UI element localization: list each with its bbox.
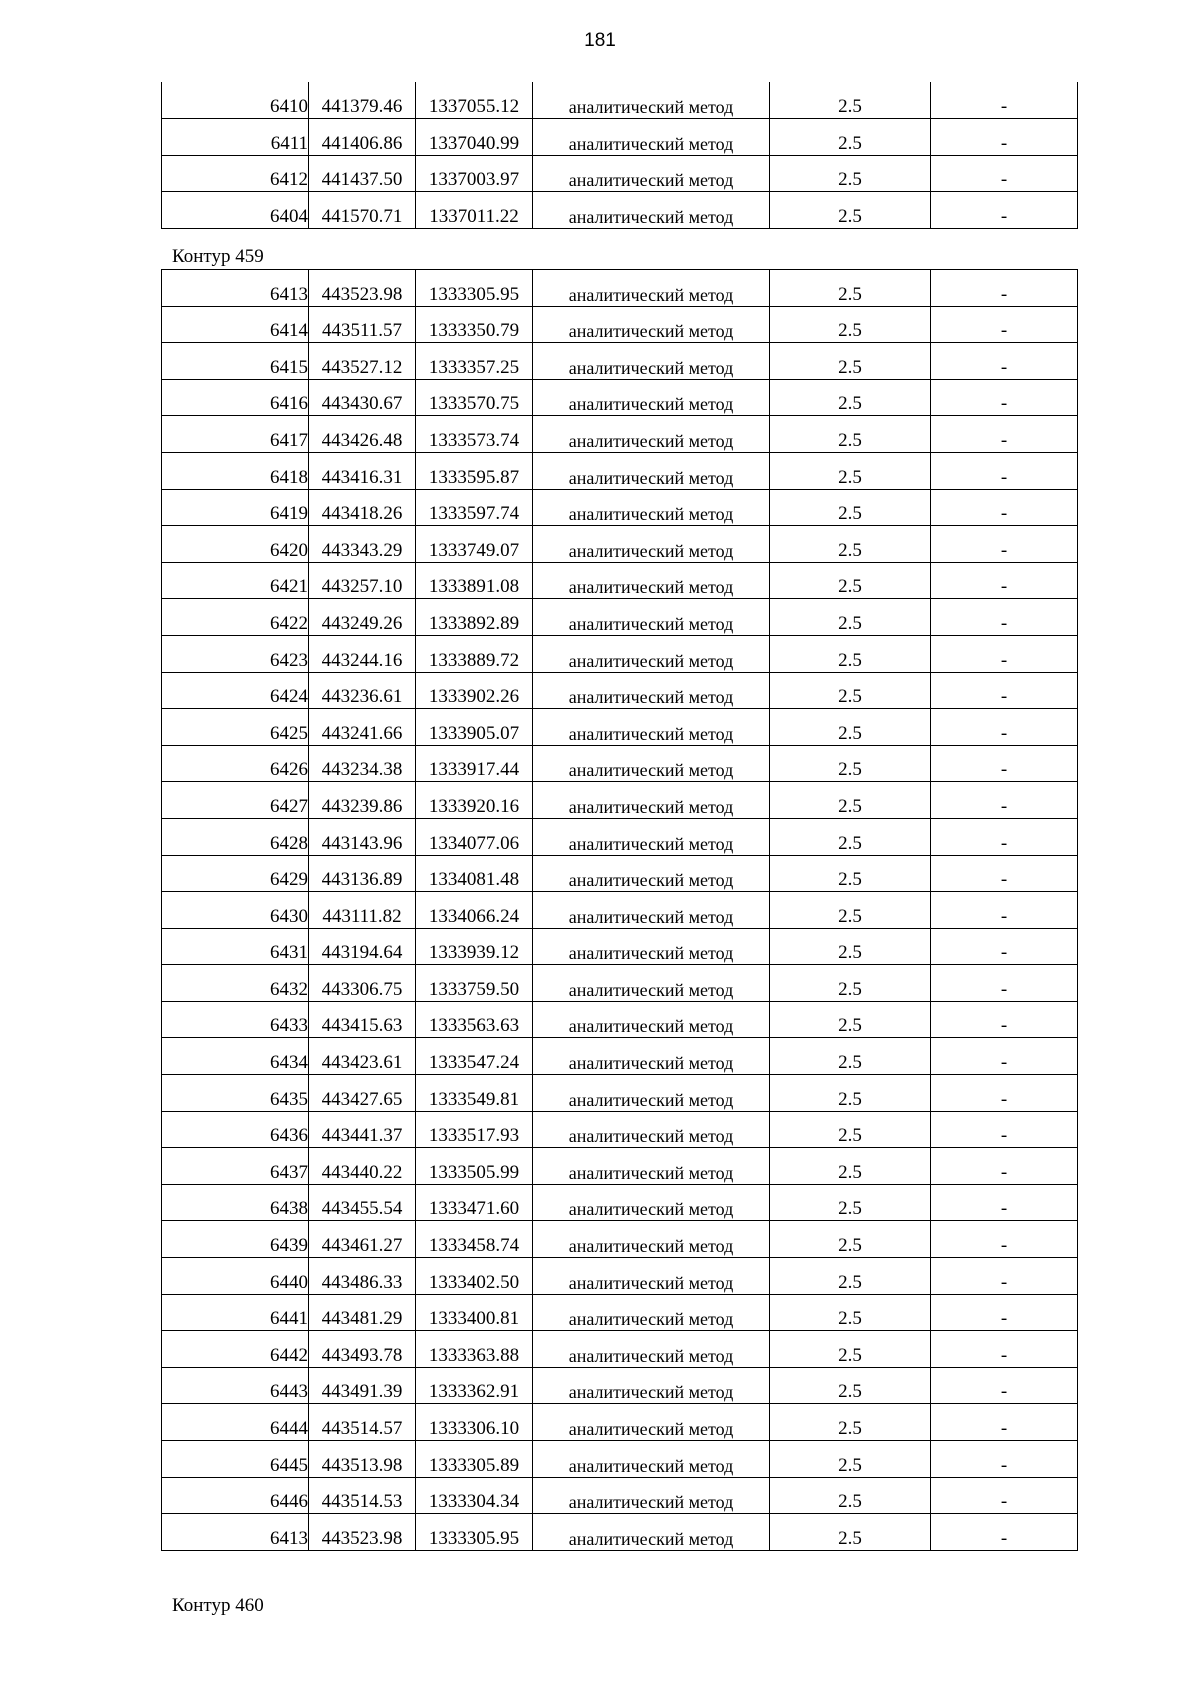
accuracy-cell: 2.5 <box>770 965 931 1002</box>
point-number-cell: 6422 <box>162 599 309 636</box>
description-cell: - <box>931 1148 1078 1185</box>
y-coordinate-cell: 1333563.63 <box>416 1001 533 1038</box>
method-cell: аналитический метод <box>533 1148 770 1185</box>
method-cell: аналитический метод <box>533 489 770 526</box>
y-coordinate-cell: 1333305.89 <box>416 1441 533 1478</box>
x-coordinate-cell: 443527.12 <box>309 343 416 380</box>
table-row <box>162 1331 1078 1368</box>
point-number-cell: 6415 <box>162 343 309 380</box>
description-cell: - <box>931 306 1078 343</box>
method-cell: аналитический метод <box>533 343 770 380</box>
x-coordinate-cell: 441570.71 <box>309 192 416 229</box>
contour-label-460: Контур 460 <box>172 1595 264 1616</box>
x-coordinate-cell: 443143.96 <box>309 818 416 855</box>
point-number-cell: 6439 <box>162 1221 309 1258</box>
accuracy-cell: 2.5 <box>770 452 931 489</box>
point-number-cell: 6413 <box>162 1514 309 1551</box>
description-cell: - <box>931 1514 1078 1551</box>
method-cell: аналитический метод <box>533 892 770 929</box>
point-number-cell: 6435 <box>162 1075 309 1112</box>
accuracy-cell: 2.5 <box>770 1001 931 1038</box>
accuracy-cell: 2.5 <box>770 892 931 929</box>
description-cell: - <box>931 635 1078 672</box>
table-row <box>162 892 1078 929</box>
method-cell: аналитический метод <box>533 526 770 563</box>
point-number-cell: 6413 <box>162 270 309 307</box>
y-coordinate-cell: 1333597.74 <box>416 489 533 526</box>
method-cell: аналитический метод <box>533 1111 770 1148</box>
table-row <box>162 1001 1078 1038</box>
table-row <box>162 782 1078 819</box>
description-cell: - <box>931 1294 1078 1331</box>
point-number-cell: 6427 <box>162 782 309 819</box>
point-number-cell: 6428 <box>162 818 309 855</box>
y-coordinate-cell: 1333570.75 <box>416 379 533 416</box>
x-coordinate-cell: 443486.33 <box>309 1258 416 1295</box>
y-coordinate-cell: 1333458.74 <box>416 1221 533 1258</box>
table-row <box>162 928 1078 965</box>
x-coordinate-cell: 443416.31 <box>309 452 416 489</box>
accuracy-cell: 2.5 <box>770 1221 931 1258</box>
accuracy-cell: 2.5 <box>770 1148 931 1185</box>
y-coordinate-cell: 1333357.25 <box>416 343 533 380</box>
table-row <box>162 1441 1078 1478</box>
y-coordinate-cell: 1337055.12 <box>416 82 533 119</box>
accuracy-cell: 2.5 <box>770 745 931 782</box>
accuracy-cell: 2.5 <box>770 270 931 307</box>
x-coordinate-cell: 443194.64 <box>309 928 416 965</box>
description-cell: - <box>931 965 1078 1002</box>
description-cell: - <box>931 526 1078 563</box>
point-number-cell: 6442 <box>162 1331 309 1368</box>
method-cell: аналитический метод <box>533 1038 770 1075</box>
method-cell: аналитический метод <box>533 1404 770 1441</box>
table-row <box>162 562 1078 599</box>
description-cell: - <box>931 1404 1078 1441</box>
table-row <box>162 416 1078 453</box>
table-row <box>162 1148 1078 1185</box>
table-row <box>162 599 1078 636</box>
accuracy-cell: 2.5 <box>770 855 931 892</box>
method-cell: аналитический метод <box>533 1514 770 1551</box>
description-cell: - <box>931 1184 1078 1221</box>
x-coordinate-cell: 443427.65 <box>309 1075 416 1112</box>
table-row <box>162 709 1078 746</box>
description-cell: - <box>931 1258 1078 1295</box>
table-row <box>162 1404 1078 1441</box>
method-cell: аналитический метод <box>533 1184 770 1221</box>
y-coordinate-cell: 1333400.81 <box>416 1294 533 1331</box>
table-row <box>162 1514 1078 1551</box>
method-cell: аналитический метод <box>533 270 770 307</box>
description-cell: - <box>931 782 1078 819</box>
x-coordinate-cell: 443239.86 <box>309 782 416 819</box>
table-row <box>162 965 1078 1002</box>
method-cell: аналитический метод <box>533 1294 770 1331</box>
method-cell: аналитический метод <box>533 599 770 636</box>
description-cell: - <box>931 270 1078 307</box>
method-cell: аналитический метод <box>533 379 770 416</box>
point-number-cell: 6444 <box>162 1404 309 1441</box>
x-coordinate-cell: 443111.82 <box>309 892 416 929</box>
x-coordinate-cell: 443441.37 <box>309 1111 416 1148</box>
table-row <box>162 1258 1078 1295</box>
table-row <box>162 526 1078 563</box>
y-coordinate-cell: 1333549.81 <box>416 1075 533 1112</box>
method-cell: аналитический метод <box>533 855 770 892</box>
y-coordinate-cell: 1333363.88 <box>416 1331 533 1368</box>
method-cell: аналитический метод <box>533 1075 770 1112</box>
method-cell: аналитический метод <box>533 306 770 343</box>
y-coordinate-cell: 1333902.26 <box>416 672 533 709</box>
accuracy-cell: 2.5 <box>770 1111 931 1148</box>
accuracy-cell: 2.5 <box>770 1258 931 1295</box>
y-coordinate-cell: 1333350.79 <box>416 306 533 343</box>
y-coordinate-cell: 1333402.50 <box>416 1258 533 1295</box>
y-coordinate-cell: 1333306.10 <box>416 1404 533 1441</box>
method-cell: аналитический метод <box>533 928 770 965</box>
coordinates-table-previous-contour <box>161 82 1078 229</box>
x-coordinate-cell: 443523.98 <box>309 1514 416 1551</box>
description-cell: - <box>931 818 1078 855</box>
y-coordinate-cell: 1333891.08 <box>416 562 533 599</box>
point-number-cell: 6410 <box>162 82 309 119</box>
table-row <box>162 635 1078 672</box>
x-coordinate-cell: 443461.27 <box>309 1221 416 1258</box>
x-coordinate-cell: 443244.16 <box>309 635 416 672</box>
description-cell: - <box>931 1111 1078 1148</box>
x-coordinate-cell: 443523.98 <box>309 270 416 307</box>
accuracy-cell: 2.5 <box>770 1331 931 1368</box>
y-coordinate-cell: 1333362.91 <box>416 1367 533 1404</box>
x-coordinate-cell: 443418.26 <box>309 489 416 526</box>
description-cell: - <box>931 452 1078 489</box>
accuracy-cell: 2.5 <box>770 379 931 416</box>
point-number-cell: 6421 <box>162 562 309 599</box>
table-row <box>162 343 1078 380</box>
table-row <box>162 379 1078 416</box>
accuracy-cell: 2.5 <box>770 672 931 709</box>
method-cell: аналитический метод <box>533 782 770 819</box>
description-cell: - <box>931 1001 1078 1038</box>
x-coordinate-cell: 443343.29 <box>309 526 416 563</box>
method-cell: аналитический метод <box>533 818 770 855</box>
x-coordinate-cell: 443241.66 <box>309 709 416 746</box>
table-row <box>162 1367 1078 1404</box>
description-cell: - <box>931 672 1078 709</box>
y-coordinate-cell: 1333917.44 <box>416 745 533 782</box>
method-cell: аналитический метод <box>533 562 770 599</box>
point-number-cell: 6414 <box>162 306 309 343</box>
y-coordinate-cell: 1333547.24 <box>416 1038 533 1075</box>
point-number-cell: 6420 <box>162 526 309 563</box>
y-coordinate-cell: 1333305.95 <box>416 270 533 307</box>
table-row <box>162 119 1078 156</box>
point-number-cell: 6423 <box>162 635 309 672</box>
point-number-cell: 6417 <box>162 416 309 453</box>
table-row <box>162 1294 1078 1331</box>
y-coordinate-cell: 1333920.16 <box>416 782 533 819</box>
accuracy-cell: 2.5 <box>770 1367 931 1404</box>
point-number-cell: 6445 <box>162 1441 309 1478</box>
description-cell: - <box>931 1441 1078 1478</box>
accuracy-cell: 2.5 <box>770 343 931 380</box>
coordinates-table-contour-459 <box>161 269 1078 1551</box>
point-number-cell: 6418 <box>162 452 309 489</box>
table-row <box>162 855 1078 892</box>
y-coordinate-cell: 1333749.07 <box>416 526 533 563</box>
description-cell: - <box>931 892 1078 929</box>
table-row <box>162 155 1078 192</box>
table-row <box>162 192 1078 229</box>
point-number-cell: 6446 <box>162 1477 309 1514</box>
description-cell: - <box>931 119 1078 156</box>
method-cell: аналитический метод <box>533 709 770 746</box>
description-cell: - <box>931 155 1078 192</box>
x-coordinate-cell: 443136.89 <box>309 855 416 892</box>
x-coordinate-cell: 443514.53 <box>309 1477 416 1514</box>
description-cell: - <box>931 343 1078 380</box>
point-number-cell: 6419 <box>162 489 309 526</box>
point-number-cell: 6424 <box>162 672 309 709</box>
description-cell: - <box>931 1075 1078 1112</box>
accuracy-cell: 2.5 <box>770 489 931 526</box>
y-coordinate-cell: 1334066.24 <box>416 892 533 929</box>
method-cell: аналитический метод <box>533 672 770 709</box>
method-cell: аналитический метод <box>533 1441 770 1478</box>
x-coordinate-cell: 441379.46 <box>309 82 416 119</box>
description-cell: - <box>931 599 1078 636</box>
y-coordinate-cell: 1334081.48 <box>416 855 533 892</box>
x-coordinate-cell: 443430.67 <box>309 379 416 416</box>
point-number-cell: 6436 <box>162 1111 309 1148</box>
point-number-cell: 6437 <box>162 1148 309 1185</box>
point-number-cell: 6411 <box>162 119 309 156</box>
accuracy-cell: 2.5 <box>770 1184 931 1221</box>
point-number-cell: 6441 <box>162 1294 309 1331</box>
description-cell: - <box>931 562 1078 599</box>
description-cell: - <box>931 928 1078 965</box>
x-coordinate-cell: 443513.98 <box>309 1441 416 1478</box>
page-number: 181 <box>584 30 616 51</box>
x-coordinate-cell: 443514.57 <box>309 1404 416 1441</box>
method-cell: аналитический метод <box>533 635 770 672</box>
y-coordinate-cell: 1333892.89 <box>416 599 533 636</box>
description-cell: - <box>931 709 1078 746</box>
contour-label-459: Контур 459 <box>172 246 264 267</box>
x-coordinate-cell: 443511.57 <box>309 306 416 343</box>
method-cell: аналитический метод <box>533 119 770 156</box>
accuracy-cell: 2.5 <box>770 1477 931 1514</box>
description-cell: - <box>931 416 1078 453</box>
description-cell: - <box>931 192 1078 229</box>
accuracy-cell: 2.5 <box>770 1514 931 1551</box>
point-number-cell: 6426 <box>162 745 309 782</box>
method-cell: аналитический метод <box>533 1221 770 1258</box>
method-cell: аналитический метод <box>533 1331 770 1368</box>
x-coordinate-cell: 443481.29 <box>309 1294 416 1331</box>
accuracy-cell: 2.5 <box>770 928 931 965</box>
method-cell: аналитический метод <box>533 1258 770 1295</box>
accuracy-cell: 2.5 <box>770 1441 931 1478</box>
x-coordinate-cell: 443415.63 <box>309 1001 416 1038</box>
y-coordinate-cell: 1337040.99 <box>416 119 533 156</box>
method-cell: аналитический метод <box>533 1001 770 1038</box>
point-number-cell: 6431 <box>162 928 309 965</box>
method-cell: аналитический метод <box>533 192 770 229</box>
accuracy-cell: 2.5 <box>770 635 931 672</box>
x-coordinate-cell: 443491.39 <box>309 1367 416 1404</box>
accuracy-cell: 2.5 <box>770 1294 931 1331</box>
method-cell: аналитический метод <box>533 1367 770 1404</box>
x-coordinate-cell: 443249.26 <box>309 599 416 636</box>
y-coordinate-cell: 1333759.50 <box>416 965 533 1002</box>
y-coordinate-cell: 1333517.93 <box>416 1111 533 1148</box>
table-row <box>162 1111 1078 1148</box>
method-cell: аналитический метод <box>533 155 770 192</box>
point-number-cell: 6438 <box>162 1184 309 1221</box>
accuracy-cell: 2.5 <box>770 709 931 746</box>
table-row <box>162 672 1078 709</box>
method-cell: аналитический метод <box>533 1477 770 1514</box>
x-coordinate-cell: 441437.50 <box>309 155 416 192</box>
description-cell: - <box>931 745 1078 782</box>
accuracy-cell: 2.5 <box>770 562 931 599</box>
accuracy-cell: 2.5 <box>770 1038 931 1075</box>
point-number-cell: 6412 <box>162 155 309 192</box>
table-row <box>162 745 1078 782</box>
table-row <box>162 1038 1078 1075</box>
table-row <box>162 489 1078 526</box>
y-coordinate-cell: 1333595.87 <box>416 452 533 489</box>
y-coordinate-cell: 1333471.60 <box>416 1184 533 1221</box>
x-coordinate-cell: 443236.61 <box>309 672 416 709</box>
point-number-cell: 6434 <box>162 1038 309 1075</box>
x-coordinate-cell: 443423.61 <box>309 1038 416 1075</box>
x-coordinate-cell: 443493.78 <box>309 1331 416 1368</box>
accuracy-cell: 2.5 <box>770 818 931 855</box>
y-coordinate-cell: 1334077.06 <box>416 818 533 855</box>
y-coordinate-cell: 1333939.12 <box>416 928 533 965</box>
y-coordinate-cell: 1333889.72 <box>416 635 533 672</box>
point-number-cell: 6443 <box>162 1367 309 1404</box>
x-coordinate-cell: 443426.48 <box>309 416 416 453</box>
table-row <box>162 82 1078 119</box>
description-cell: - <box>931 379 1078 416</box>
method-cell: аналитический метод <box>533 82 770 119</box>
y-coordinate-cell: 1333905.07 <box>416 709 533 746</box>
table-row <box>162 1221 1078 1258</box>
point-number-cell: 6432 <box>162 965 309 1002</box>
x-coordinate-cell: 443306.75 <box>309 965 416 1002</box>
table-row <box>162 1075 1078 1112</box>
description-cell: - <box>931 1221 1078 1258</box>
x-coordinate-cell: 443234.38 <box>309 745 416 782</box>
point-number-cell: 6433 <box>162 1001 309 1038</box>
table-row <box>162 1184 1078 1221</box>
point-number-cell: 6430 <box>162 892 309 929</box>
point-number-cell: 6440 <box>162 1258 309 1295</box>
y-coordinate-cell: 1333305.95 <box>416 1514 533 1551</box>
description-cell: - <box>931 82 1078 119</box>
accuracy-cell: 2.5 <box>770 599 931 636</box>
description-cell: - <box>931 1038 1078 1075</box>
accuracy-cell: 2.5 <box>770 119 931 156</box>
description-cell: - <box>931 1477 1078 1514</box>
point-number-cell: 6404 <box>162 192 309 229</box>
method-cell: аналитический метод <box>533 416 770 453</box>
description-cell: - <box>931 855 1078 892</box>
accuracy-cell: 2.5 <box>770 416 931 453</box>
accuracy-cell: 2.5 <box>770 1404 931 1441</box>
accuracy-cell: 2.5 <box>770 82 931 119</box>
point-number-cell: 6429 <box>162 855 309 892</box>
y-coordinate-cell: 1337003.97 <box>416 155 533 192</box>
accuracy-cell: 2.5 <box>770 192 931 229</box>
x-coordinate-cell: 443455.54 <box>309 1184 416 1221</box>
method-cell: аналитический метод <box>533 452 770 489</box>
point-number-cell: 6425 <box>162 709 309 746</box>
method-cell: аналитический метод <box>533 745 770 782</box>
table-row <box>162 306 1078 343</box>
x-coordinate-cell: 441406.86 <box>309 119 416 156</box>
y-coordinate-cell: 1333304.34 <box>416 1477 533 1514</box>
description-cell: - <box>931 489 1078 526</box>
point-number-cell: 6416 <box>162 379 309 416</box>
y-coordinate-cell: 1333573.74 <box>416 416 533 453</box>
accuracy-cell: 2.5 <box>770 306 931 343</box>
table-row <box>162 270 1078 307</box>
accuracy-cell: 2.5 <box>770 782 931 819</box>
method-cell: аналитический метод <box>533 965 770 1002</box>
y-coordinate-cell: 1337011.22 <box>416 192 533 229</box>
accuracy-cell: 2.5 <box>770 155 931 192</box>
table-row <box>162 452 1078 489</box>
table-row <box>162 1477 1078 1514</box>
y-coordinate-cell: 1333505.99 <box>416 1148 533 1185</box>
description-cell: - <box>931 1367 1078 1404</box>
description-cell: - <box>931 1331 1078 1368</box>
x-coordinate-cell: 443440.22 <box>309 1148 416 1185</box>
accuracy-cell: 2.5 <box>770 526 931 563</box>
x-coordinate-cell: 443257.10 <box>309 562 416 599</box>
accuracy-cell: 2.5 <box>770 1075 931 1112</box>
table-row <box>162 818 1078 855</box>
